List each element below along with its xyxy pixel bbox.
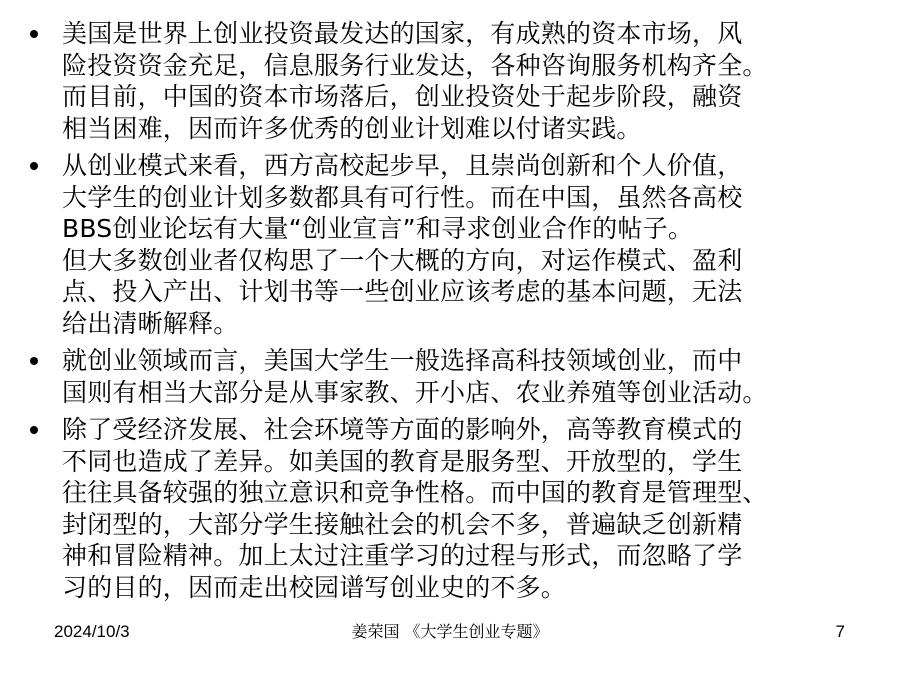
text-line: BBS创业论坛有大量“创业宣言”和寻求创业合作的帖子。 [62,214,694,243]
bullet-text [62,345,880,408]
text-line: 给出清晰解释。 [62,308,239,338]
text-line: 相当困难，因而许多优秀的创业计划难以付诸实践。 [62,113,642,143]
bullet-text [62,414,880,603]
text-line: 从创业模式来看，西方高校起步早，且崇尚创新和个人价值， [62,151,743,180]
text-line: 封闭型的，大部分学生接触社会的机会不多，普遍缺乏创新精 [62,509,743,539]
text-line: 点、投入产出、计划书等一些创业应该考虑的基本问题，无法 [62,277,743,306]
text-line: 就创业领域而言，美国大学生一般选择高科技领域创业，而中 [62,346,743,375]
bullet-item [30,150,880,339]
text-line: 神和冒险精神。加上太过注重学习的过程与形式，而忽略了学 [62,541,743,570]
bullet-item [30,18,880,144]
bullet-dot-icon [30,162,38,170]
text-line: 险投资资金充足，信息服务行业发达，各种咨询服务机构齐全。 [62,50,768,80]
text-line: 除了受经济发展、社会环境等方面的影响外，高等教育模式的 [62,415,743,444]
footer [0,620,900,644]
text-line: 美国是世界上创业投资最发达的国家，有成熟的资本市场，风 [62,19,743,48]
bullet-item [30,345,880,408]
bullet-dot-icon [30,357,38,365]
bullet-text [62,150,880,339]
text-line: 不同也造成了差异。如美国的教育是服务型、开放型的，学生 [62,446,743,476]
bullet-item [30,414,880,603]
bullet-dot-icon [30,426,38,434]
footer-date: 2024/10/3 [54,622,130,641]
text-line: 大学生的创业计划多数都具有可行性。而在中国，虽然各高校 [62,182,743,212]
page-number: 7 [835,622,845,641]
text-line: 但大多数创业者仅构思了一个大概的方向，对运作模式、盈利 [62,245,743,275]
text-line: 习的目的，因而走出校园谱写创业史的不多。 [62,572,567,602]
bullet-dot-icon [30,30,38,38]
text-line: 而目前，中国的资本市场落后，创业投资处于起步阶段，融资 [62,82,743,111]
text-line: 往往具备较强的独立意识和竞争性格。而中国的教育是管理型、 [62,478,768,507]
text-line: 国则有相当大部分是从事家教、开小店、农业养殖等创业活动。 [62,377,768,407]
bullet-text [62,18,880,144]
footer-title: 姜荣国 《大学生创业专题》 [351,622,549,641]
bullet-list [30,18,880,609]
